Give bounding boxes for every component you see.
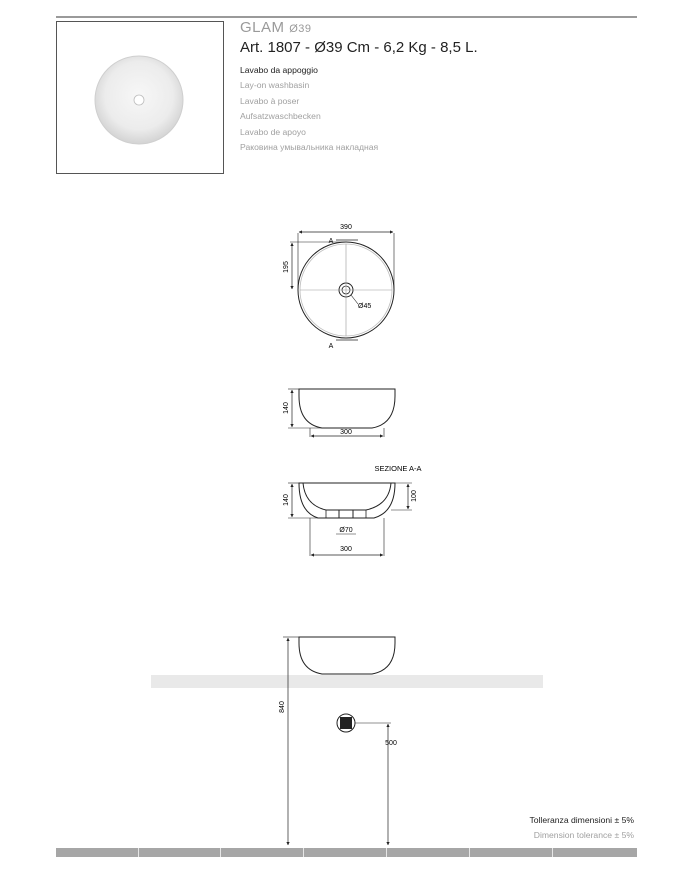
description-es: Lavabo de apoyo [240, 126, 306, 137]
description-fr: Lavabo à poser [240, 95, 300, 106]
side-view [283, 389, 395, 437]
tolerance-en: Dimension tolerance ± 5% [533, 830, 634, 840]
plan-width-label: 390 [340, 224, 352, 231]
section-depth-label: 100 [411, 490, 418, 502]
section-mark-top: A [328, 238, 334, 245]
section-base-label: 300 [340, 546, 352, 553]
plan-half-label: 195 [283, 261, 290, 273]
description-it: Lavabo da appoggio [240, 65, 318, 75]
install-height-label: 840 [279, 701, 286, 713]
side-height-label: 140 [283, 402, 290, 414]
install-drain-label: 500 [385, 740, 397, 747]
description-en: Lay-on washbasin [240, 80, 310, 91]
series-size: Ø39 [289, 23, 312, 35]
footer-floor-bar [56, 848, 637, 857]
plan-view [283, 224, 394, 350]
series-title: GLAM [240, 19, 285, 36]
description-de: Aufsatzwaschbecken [240, 111, 321, 122]
countertop [151, 675, 543, 688]
section-height-label: 140 [283, 494, 290, 506]
description-ru: Раковина умывальника накладная [240, 142, 379, 153]
section-drain-label: Ø70 [339, 527, 353, 534]
section-mark-bottom: A [328, 343, 334, 350]
section-title: SEZIONE A-A [374, 464, 422, 473]
plan-drain-label: Ø45 [358, 303, 372, 310]
tolerance-it: Tolleranza dimensioni ± 5% [529, 815, 634, 825]
article-line: Art. 1807 - Ø39 Cm - 6,2 Kg - 8,5 L. [240, 39, 478, 56]
installation-view [151, 637, 543, 845]
side-base-label: 300 [340, 429, 352, 436]
section-view [283, 464, 422, 556]
